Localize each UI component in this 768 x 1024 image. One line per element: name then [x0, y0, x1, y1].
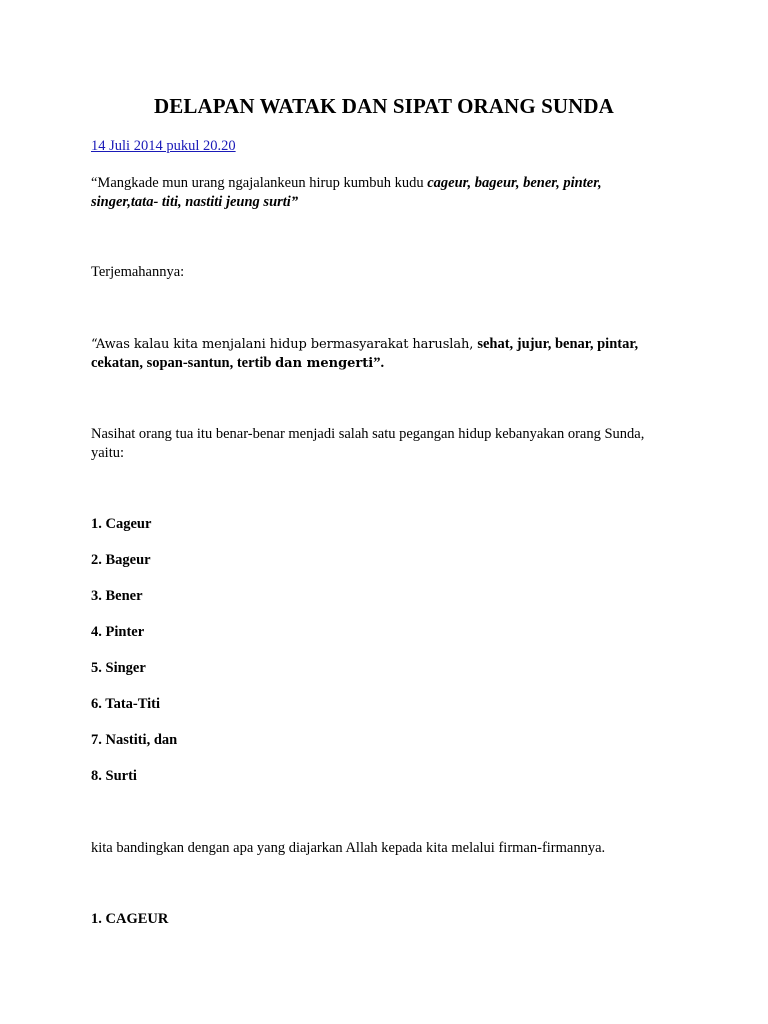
quote-sundanese-open: “Mangkade mun urang ngajalankeun hirup kumbuh kudu — [91, 175, 428, 191]
list-item: 3. Bener — [91, 588, 143, 604]
quote-indonesian-open: “Awas kalau kita menjalani hidup bermasyarakat haruslah, — [91, 337, 478, 352]
quote-sundanese-emphasis-2: singer,tata- titi, nastiti jeung surti” — [91, 194, 299, 210]
list-item: 7. Nastiti, dan — [91, 732, 178, 748]
list-item: 6. Tata-Titi — [91, 696, 161, 712]
section-heading: 1. CAGEUR — [91, 911, 169, 927]
quote-sundanese — [91, 174, 691, 212]
list-item: 5. Singer — [91, 660, 146, 676]
list-item: 1. Cageur — [91, 516, 152, 532]
list-item: 2. Bageur — [91, 552, 151, 568]
quote-indonesian-emphasis-1: sehat, jujur, benar, pintar, — [477, 336, 639, 352]
quote-indonesian-close: ”. — [373, 355, 385, 371]
date-line — [91, 137, 691, 156]
date-link[interactable]: 14 Juli 2014 pukul 20.20 — [91, 138, 236, 154]
quote-sundanese-emphasis-1: cageur, bageur, bener, pinter, — [427, 175, 602, 191]
translation-label: Terjemahannya: — [91, 264, 185, 280]
list-item: 4. Pinter — [91, 624, 145, 640]
advice-paragraph — [91, 425, 691, 463]
quote-indonesian-emphasis-2b: dan mengerti — [275, 356, 374, 371]
advice-line-2: yaitu: — [91, 445, 125, 461]
quote-indonesian — [91, 335, 691, 373]
comparison-paragraph: kita bandingkan dengan apa yang diajarkan Allah kepada kita melalui firman-firmannya. — [91, 840, 606, 856]
list-item: 8. Surti — [91, 768, 137, 784]
page-title: DELAPAN WATAK DAN SIPAT ORANG SUNDA — [154, 94, 614, 118]
quote-indonesian-emphasis-2a: cekatan, sopan-santun, tertib — [91, 355, 276, 371]
advice-line-1: Nasihat orang tua itu benar-benar menjadi salah satu pegangan hidup kebanyakan orang Sunda, — [91, 426, 645, 442]
